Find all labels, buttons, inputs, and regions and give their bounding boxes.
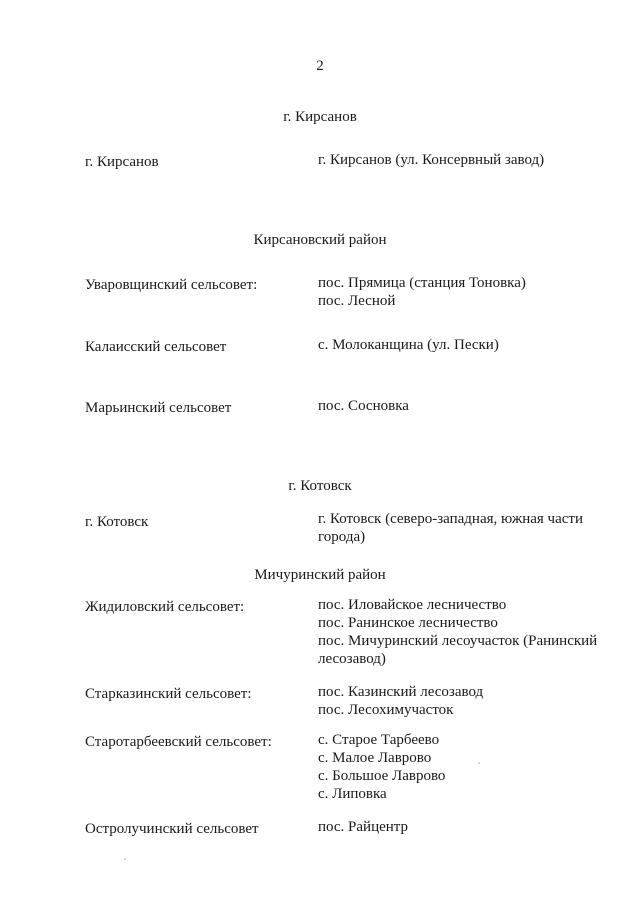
settlement-item: с. Большое Лаврово bbox=[318, 768, 446, 784]
section-heading-kirsanov-city: г. Кирсанов bbox=[283, 109, 357, 125]
row-left-label: Жидиловский сельсовет: bbox=[85, 599, 245, 615]
row-left-label: Старотарбеевский сельсовет: bbox=[85, 734, 272, 750]
section-heading-kotovsk-city: г. Котовск bbox=[288, 478, 352, 494]
row-right-list bbox=[318, 818, 618, 836]
page-number: 2 bbox=[316, 58, 324, 74]
settlement-item: пос. Лесохимучасток bbox=[318, 702, 454, 718]
scan-speck bbox=[124, 858, 126, 860]
row-left-label: Марьинский сельсовет bbox=[85, 400, 232, 416]
settlement-item: пос. Сосновка bbox=[318, 398, 409, 414]
settlement-item: с. Малое Лаврово bbox=[318, 750, 432, 766]
row-right-list bbox=[318, 151, 618, 169]
settlement-item: с. Молоканщина (ул. Пески) bbox=[318, 337, 499, 353]
row-left-label: Калаисский сельсовет bbox=[85, 339, 227, 355]
row-right-list bbox=[318, 336, 618, 354]
row-left-label: г. Кирсанов bbox=[85, 154, 159, 170]
settlement-item: с. Липовка bbox=[318, 786, 387, 802]
scan-speck bbox=[478, 762, 480, 764]
row-left-label: Уваровщинский сельсовет: bbox=[85, 277, 258, 293]
settlement-item: лесозавод) bbox=[318, 651, 386, 667]
settlement-item: г. Кирсанов (ул. Консервный завод) bbox=[318, 152, 545, 168]
settlement-item: пос. Райцентр bbox=[318, 819, 409, 835]
row-left-label: Старказинский сельсовет: bbox=[85, 686, 252, 702]
section-heading-michurinsk-district: Мичуринский район bbox=[254, 567, 386, 583]
settlement-item: города) bbox=[318, 529, 366, 545]
settlement-item: пос. Иловайское лесничество bbox=[318, 597, 507, 613]
row-right-list bbox=[318, 510, 618, 546]
row-right-list bbox=[318, 596, 618, 668]
row-right-list bbox=[318, 683, 618, 719]
section-heading-kirsanov-district: Кирсановский район bbox=[253, 232, 387, 248]
settlement-item: пос. Лесной bbox=[318, 293, 396, 309]
settlement-item: пос. Ранинское лесничество bbox=[318, 615, 498, 631]
settlement-item: пос. Прямица (станция Тоновка) bbox=[318, 275, 526, 291]
row-right-list bbox=[318, 397, 618, 415]
settlement-item: с. Старое Тарбеево bbox=[318, 732, 440, 748]
settlement-item: г. Котовск (северо-западная, южная части bbox=[318, 511, 583, 527]
settlement-item: пос. Мичуринский лесоучасток (Ранинский bbox=[318, 633, 598, 649]
row-right-list bbox=[318, 731, 618, 803]
row-left-label: Остролучинский сельсовет bbox=[85, 821, 259, 837]
row-right-list bbox=[318, 274, 618, 310]
row-left-label: г. Котовск bbox=[85, 514, 149, 530]
settlement-item: пос. Казинский лесозавод bbox=[318, 684, 484, 700]
